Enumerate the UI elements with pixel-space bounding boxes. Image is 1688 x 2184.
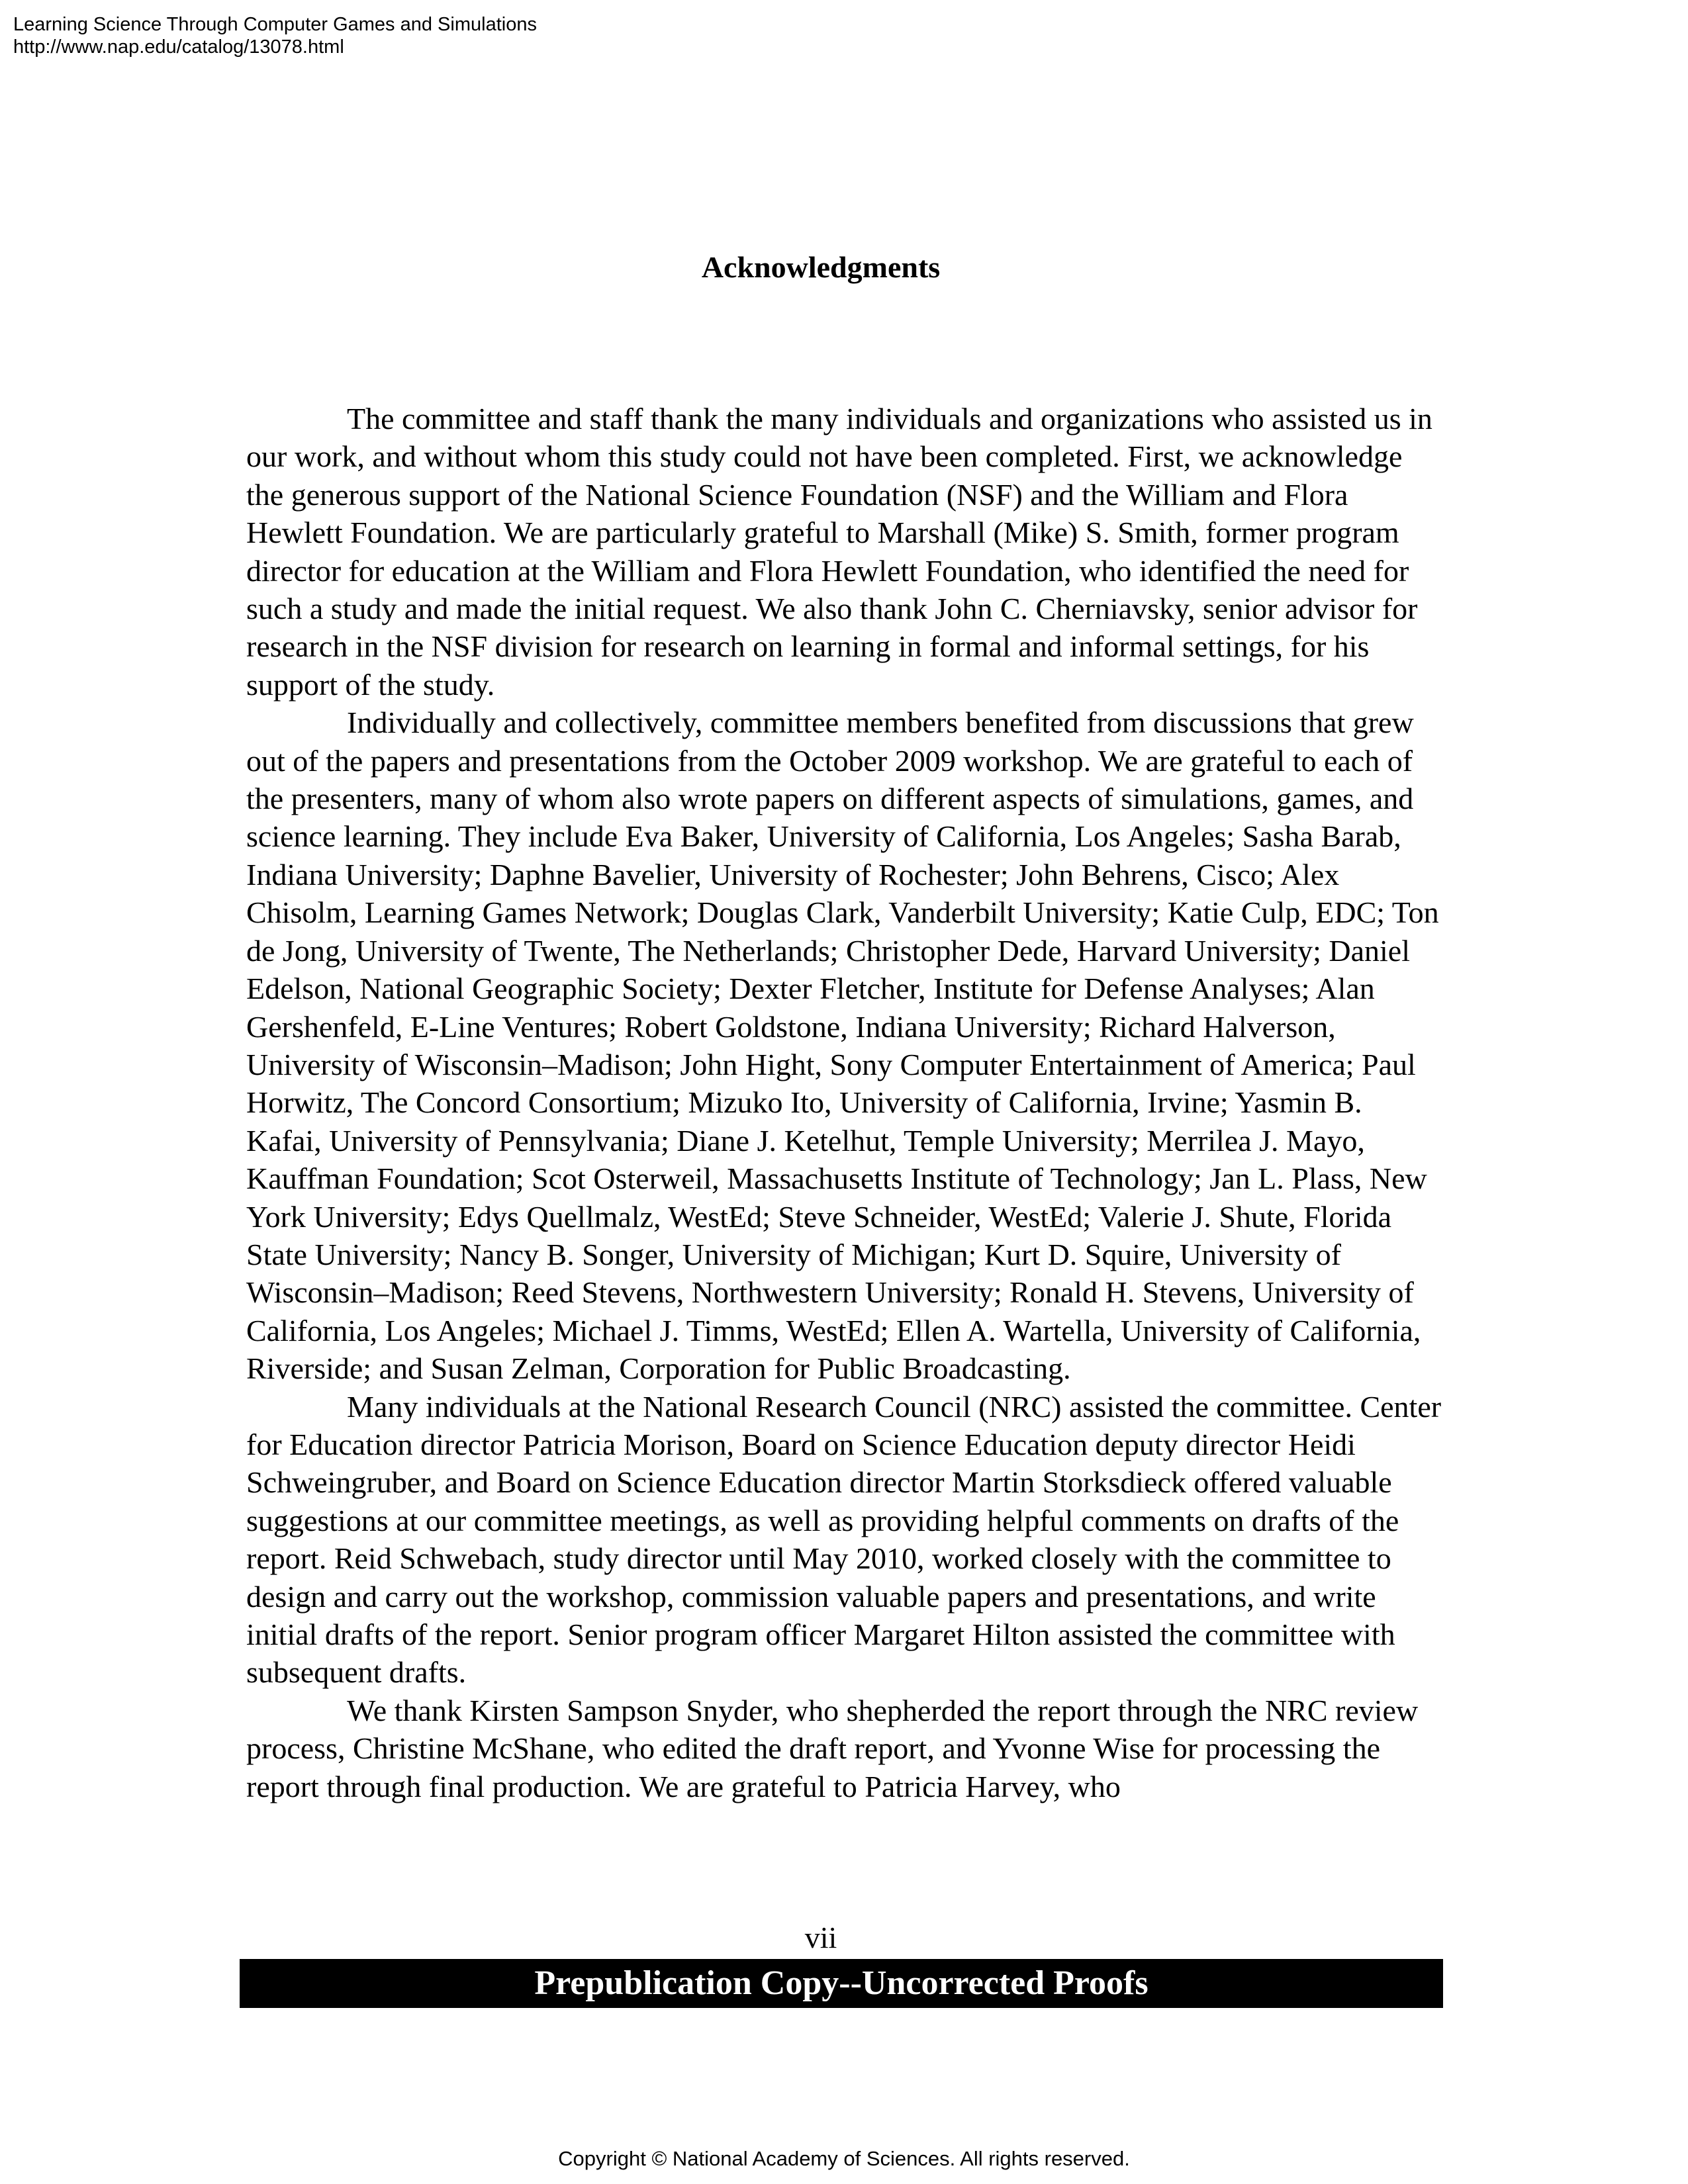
prepublication-banner: Prepublication Copy--Uncorrected Proofs [240, 1959, 1443, 2008]
page-number: vii [804, 1921, 837, 1954]
copyright-notice: Copyright © National Academy of Sciences. All rights reserved. [558, 2147, 1130, 2170]
paragraph-1: The committee and staff thank the many individuals and organizations who assisted us in our work, and without whom this study could not have been completed. First, we acknowledge the generous support of the National Science Foundation (NSF) and the William and Flora Hewlett Foundation. We are particularly grateful to Marshall (Mike) S. Smith, former program director for education at the William and Flora Hewlett Foundation, who identified the need for such a study and made the initial request. We also thank John C. Cherniavsky, senior advisor for research in the NSF division for research on learning in formal and informal settings, for his support of the study. [246, 402, 1432, 702]
paragraph-3: Many individuals at the National Research Council (NRC) assisted the committee. Center for Education director Patricia Morison, Board on Science Education deputy director Heidi Schweingruber, and Board on Science Education director Martin Storksdieck offered valuable suggestions at our committee meetings, as well as providing helpful comments on drafts of the report. Reid Schwebach, study director until May 2010, worked closely with the committee to design and carry out the workshop, commission valuable papers and presentations, and write initial drafts of the report. Senior program officer Margaret Hilton assisted the committee with subsequent drafts. [246, 1389, 1442, 1690]
page-header [13, 13, 537, 58]
page-title: Acknowledgments [701, 250, 941, 284]
paragraph-4: We thank Kirsten Sampson Snyder, who shepherded the report through the NRC review process, Christine McShane, who edited the draft report, and Yvonne Wise for processing the report through final production. We are grateful to Patricia Harvey, who [246, 1693, 1419, 1803]
catalog-url[interactable]: http://www.nap.edu/catalog/13078.html [13, 36, 344, 58]
paragraph-2: Individually and collectively, committee members benefited from discussions that grew out of the papers and presentations from the October 2009 workshop. We are grateful to each of the presenters, many of whom also wrote papers on different aspects of simulations, games, and science learning. They include Eva Baker, University of California, Los Angeles; Sasha Barab, Indiana University; Daphne Bavelier, University of Rochester; John Behrens, Cisco; Alex Chisolm, Learning Games Network; Douglas Clark, Vanderbilt University; Katie Culp, EDC; Ton de Jong, University of Twente, The Netherlands; Christopher Dede, Harvard University; Daniel Edelson, National Geographic Society; Dexter Fletcher, Institute for Defense Analyses; Alan Gershenfeld, E-Line Ventures; Robert Goldstone, Indiana University; Richard Halverson, University of Wisconsin–Madison; John Hight, Sony Computer Entertainment of America; Paul Horwitz, The Concord Consortium; Mizuko Ito, University of California, Irvine; Yasmin B. Kafai, University of Pennsylvania; Diane J. Ketelhut, Temple University; Merrilea J. Mayo, Kauffman Foundation; Scot Osterweil, Massachusetts Institute of Technology; Jan L. Plass, New York University; Edys Quellmalz, WestEd; Steve Schneider, WestEd; Valerie J. Shute, Florida State University; Nancy B. Songer, University of Michigan; Kurt D. Squire, University of Wisconsin–Madison; Reed Stevens, Northwestern University; Ronald H. Stevens, University of California, Los Angeles; Michael J. Timms, WestEd; Ellen A. Wartella, University of California, Riverside; and Susan Zelman, Corporation for Public Broadcasting. [246, 705, 1439, 1386]
book-title-header: Learning Science Through Computer Games and Simulations [13, 14, 537, 35]
acknowledgments-body [246, 400, 1444, 1805]
